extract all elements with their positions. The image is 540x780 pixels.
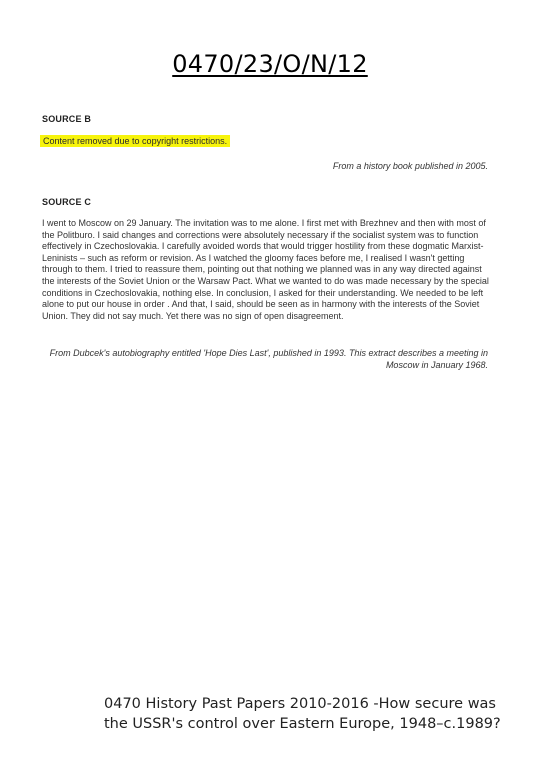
source-c-heading: SOURCE C [42,197,92,207]
footer-description: 0470 History Past Papers 2010-2016 -How secure was the USSR's control over Eastern Europe, 1948–c.1989? [104,696,501,732]
source-c-caption: From Dubcek's autobiography entitled 'Hope Dies Last', published in 1993. This extract describes a meeting in Moscow in January 1968. [49,348,488,370]
page-title: 0470/23/O/N/12 [172,50,368,78]
source-b-caption: From a history book published in 2005. [332,161,488,171]
source-c-extract: I went to Moscow on 29 January. The invitation was to me alone. I first met with Brezhnev and then with most of the Politburo. I said changes and corrections were absolutely necessary if the socialist system was to function effectively in Czechoslovakia. I carefully avoided words that would trigger hostility from these dogmatic Marxist-Leninists – such as reform or revision. As I watched the gloomy faces before me, I realised I wasn't getting through to them. I tried to reassure them, pointing out that nothing we planned was in any way directed against the interests of the Soviet Union or the Warsaw Pact. What we wanted to do was made necessary by the special conditions in Czechoslovakia, nothing else. In conclusion, I asked for their understanding. We needed to be left alone to put our house in order . And that, I said, should be seen as in harmony with the interests of the Soviet Union. They did not say much. Yet there was no sign of open disagreement. [42,218,489,321]
source-b-heading: SOURCE B [42,114,92,124]
copyright-notice: Content removed due to copyright restrictions. [40,135,230,147]
